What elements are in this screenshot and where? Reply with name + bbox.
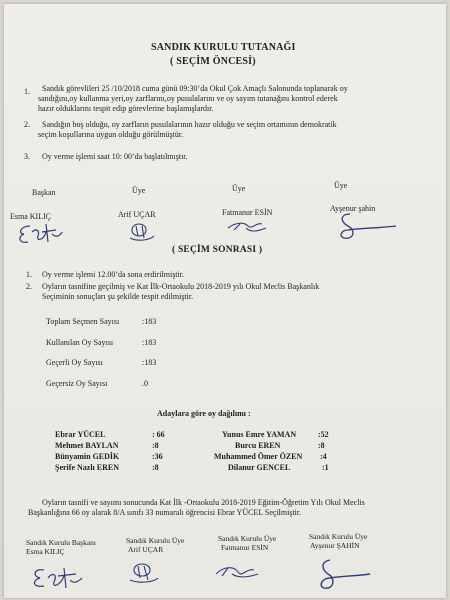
item-line: hazır olduklarını tespit edip görevlerine başlamışlardır.	[38, 104, 214, 113]
signature-esma-bottom	[30, 564, 86, 592]
document-page	[4, 4, 446, 598]
document-title: SANDIK KURULU TUTANAĞI	[151, 42, 296, 53]
candidate-name: Muhammed Ömer ÖZEN	[214, 452, 303, 461]
signature-arif-top	[126, 220, 162, 244]
candidate-name: Mehmet BAYLAN	[55, 441, 119, 450]
item-line: sandığını,oy kullanma yeri,oy zarflarını,oy pusulalarını ve oy sayım tutanağını kontrol ederek	[38, 94, 338, 103]
committee-top-role-1: Başkan	[32, 188, 56, 197]
item-line: Oyların tasnifine geçilmiş ve Kat İlk-Ortaokulu 2018-2019 yılı Okul Meclis Başkanlık	[42, 282, 320, 291]
committee-bottom-name-1: Esma KILIÇ	[26, 547, 65, 556]
committee-top-role-3: Üye	[232, 184, 246, 193]
item-line: Oy verme işlemi saat 10: 00’da başlatılmıştır.	[42, 152, 188, 161]
signature-aysenur-bottom	[314, 558, 374, 596]
item-number: 2.	[24, 120, 30, 129]
stat-value-invalid: .0	[142, 379, 148, 388]
result-line-2: Başkanlığına 66 oy alarak 8/A sınıfı 33 numaralı öğrencisi Ebrar YÜCEL Seçilmiştir.	[28, 508, 302, 517]
item-line: Oy verme işlemi 12.00’da sona erdirilmiştir.	[42, 270, 184, 279]
candidate-votes: :8	[152, 441, 159, 450]
candidate-votes: :8	[152, 463, 159, 472]
candidate-name: Burcu EREN	[235, 441, 281, 450]
committee-bottom-role-2: Sandık Kurulu Üye	[126, 536, 185, 545]
item-number: 1.	[24, 87, 30, 96]
committee-top-name-3: Fatmanur ESİN	[222, 208, 273, 217]
item-number: 3.	[24, 152, 30, 161]
stat-value-used: :183	[142, 338, 157, 347]
committee-bottom-role-3: Sandık Kurulu Üye	[218, 534, 277, 543]
candidate-votes: :1	[322, 463, 329, 472]
committee-bottom-role-4: Sandık Kurulu Üye	[309, 532, 368, 541]
signature-aysenur-top	[332, 212, 402, 248]
item-line: Seçiminin sonuçları şu şekilde tespit edilmiştir.	[42, 292, 194, 301]
stat-label-invalid: Geçersiz Oy Sayısı	[46, 379, 108, 388]
candidate-votes: :36	[152, 452, 163, 461]
committee-top-name-1: Esma KILIÇ	[10, 212, 52, 221]
result-line-1: Oyların tasnifi ve sayımı sonucunda Kat İlk -Ortaokulu 2018-2019 Eğitim-Öğretim Yılı Okul Meclis	[42, 498, 365, 507]
committee-top-name-4: Ayşenur şahin	[330, 204, 376, 213]
document-subtitle: ( SEÇİM ÖNCESİ)	[170, 56, 256, 67]
stat-value-total: :183	[142, 317, 157, 326]
candidate-name: Yunus Emre YAMAN	[222, 430, 297, 439]
committee-top-role-4: Üye	[334, 181, 348, 190]
item-line: seçim koşullarına uygun olduğu görülmüştür.	[38, 130, 184, 139]
candidate-name: Şerife Nazlı EREN	[55, 463, 119, 472]
signature-fatmanur-top	[226, 216, 270, 236]
candidate-votes: :4	[320, 452, 327, 461]
stat-value-valid: :183	[142, 358, 157, 367]
candidate-votes: :8	[318, 441, 325, 450]
after-heading: ( SEÇİM SONRASI )	[172, 245, 263, 255]
committee-bottom-name-2: Arif UÇAR	[128, 545, 164, 554]
distribution-heading: Adaylara göre oy dağılımı :	[157, 409, 251, 418]
item-line: Sandığın boş olduğu, oy zarfların pusulalarının hazır olduğu ve seçim ortamının demokratik	[42, 120, 337, 129]
committee-bottom-name-4: Ayşenur ŞAHİN	[310, 541, 360, 550]
item-number: 2.	[26, 282, 32, 291]
candidate-name: Bünyamin GEDİK	[55, 452, 120, 461]
stat-label-total: Toplam Seçmen Sayısı	[46, 317, 120, 326]
candidate-name: Ebrar YÜCEL	[55, 430, 106, 439]
committee-top-role-2: Üye	[132, 186, 146, 195]
item-line: Sandık görevlileri 25 /10/2018 cuma günü 09:30’da Okul Çok Amaçlı Salonunda toplanarak oy	[42, 84, 348, 93]
committee-bottom-role-1: Sandık Kurulu Başkanı	[26, 538, 96, 547]
stat-label-valid: Geçerli Oy Sayısı	[46, 358, 103, 367]
candidate-votes: :52	[318, 430, 329, 439]
signature-esma-top	[16, 220, 66, 246]
signature-fatmanur-bottom	[214, 560, 262, 584]
stat-label-used: Kullanılan Oy Sayısı	[46, 338, 114, 347]
committee-bottom-name-3: Fatmanur ESİN	[221, 543, 269, 552]
signature-arif-bottom	[128, 560, 164, 586]
item-number: 1.	[26, 270, 32, 279]
committee-top-name-2: Arif UÇAR	[118, 210, 156, 219]
candidate-votes: : 66	[152, 430, 165, 439]
candidate-name: Dilanur GENCEL	[228, 463, 291, 472]
